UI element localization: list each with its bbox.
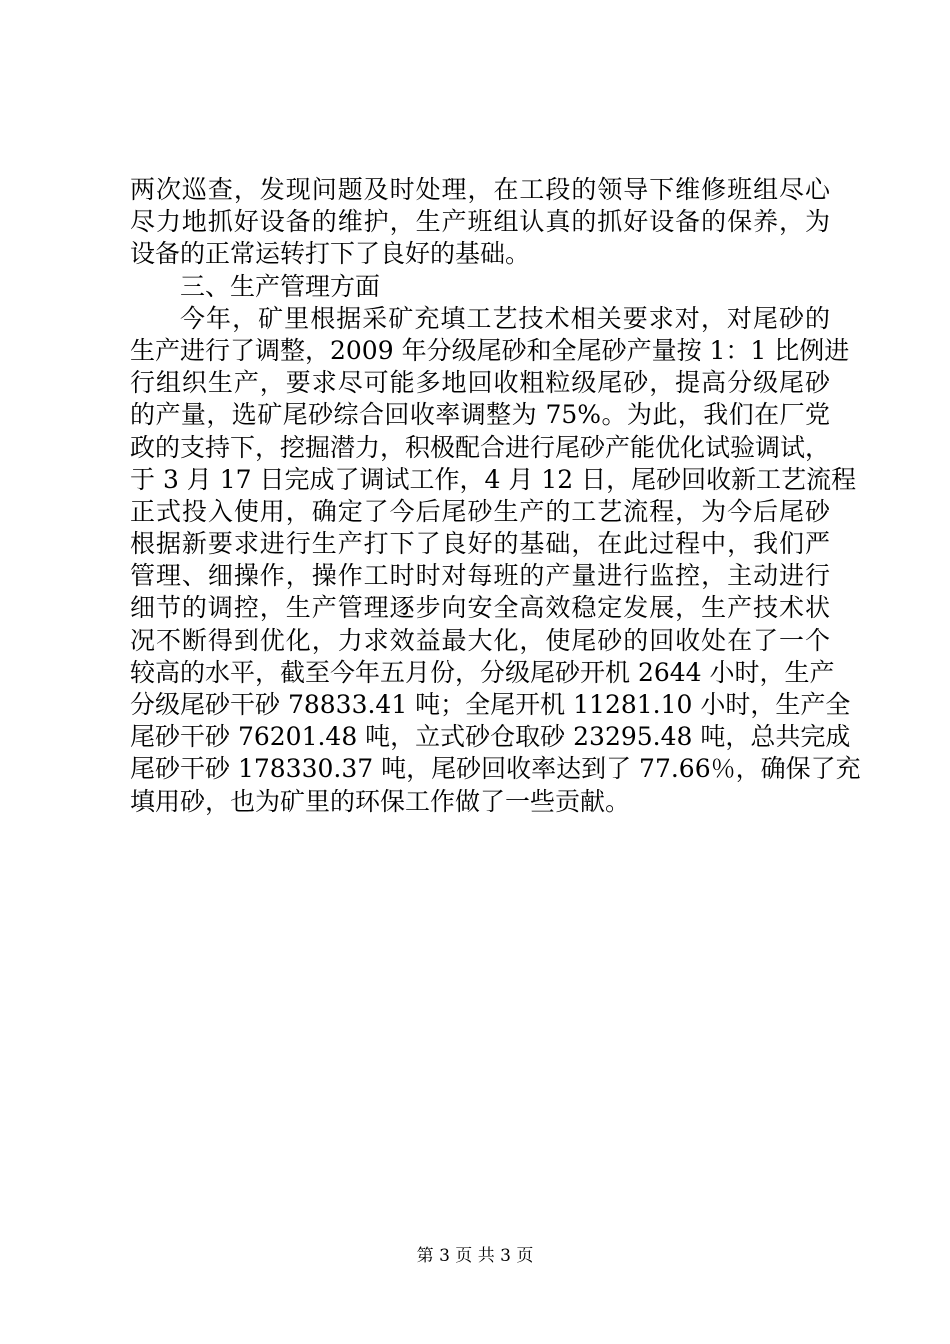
text-line: 的产量，选矿尾砂综合回收率调整为 75%。为此，我们在厂党	[130, 400, 830, 430]
text-line: 根据新要求进行生产打下了良好的基础，在此过程中，我们严	[130, 529, 830, 559]
text-line: 设备的正常运转打下了良好的基础。	[130, 239, 531, 269]
text-line: 生产进行了调整，2009 年分级尾砂和全尾砂产量按 1：1 比例进	[130, 335, 850, 365]
text-line: 细节的调控，生产管理逐步向安全高效稳定发展，生产技术状	[130, 593, 830, 623]
text-line: 尽力地抓好设备的维护，生产班组认真的抓好设备的保养，为	[130, 207, 830, 237]
paragraph-2	[130, 303, 861, 818]
text-line: 于 3 月 17 日完成了调试工作，4 月 12 日，尾砂回收新工艺流程	[130, 464, 857, 494]
text-line: 尾砂干砂 76201.48 吨，立式砂仓取砂 23295.48 吨，总共完成	[130, 722, 851, 752]
text-line: 正式投入使用，确定了今后尾砂生产的工艺流程，为今后尾砂	[130, 496, 830, 526]
paragraph-1	[130, 174, 830, 271]
text-line: 政的支持下，挖掘潜力，积极配合进行尾砂产能优化试验调试，	[130, 432, 831, 462]
document-body	[130, 174, 861, 818]
text-line: 分级尾砂干砂 78833.41 吨；全尾开机 11281.10 小时，生产全	[130, 690, 851, 719]
text-line: 行组织生产，要求尽可能多地回收粗粒级尾砂，提高分级尾砂	[130, 368, 830, 398]
text-line: 填用砂，也为矿里的环保工作做了一些贡献。	[130, 786, 631, 816]
text-line: 尾砂干砂 178330.37 吨，尾砂回收率达到了 77.66％，确保了充	[130, 754, 861, 784]
text-line: 管理、细操作，操作工时时对每班的产量进行监控，主动进行	[130, 561, 830, 591]
text-line: 况不断得到优化，力求效益最大化，使尾砂的回收处在了一个	[130, 625, 830, 655]
page-footer: 第 3 页 共 3 页	[416, 1246, 534, 1266]
section-heading: 三、生产管理方面	[180, 271, 381, 301]
text-line: 两次巡查，发现问题及时处理，在工段的领导下维修班组尽心	[130, 175, 830, 204]
text-line: 今年，矿里根据采矿充填工艺技术相关要求对，对尾砂的	[180, 303, 830, 333]
text-line: 较高的水平，截至今年五月份，分级尾砂开机 2644 小时，生产	[130, 657, 835, 687]
